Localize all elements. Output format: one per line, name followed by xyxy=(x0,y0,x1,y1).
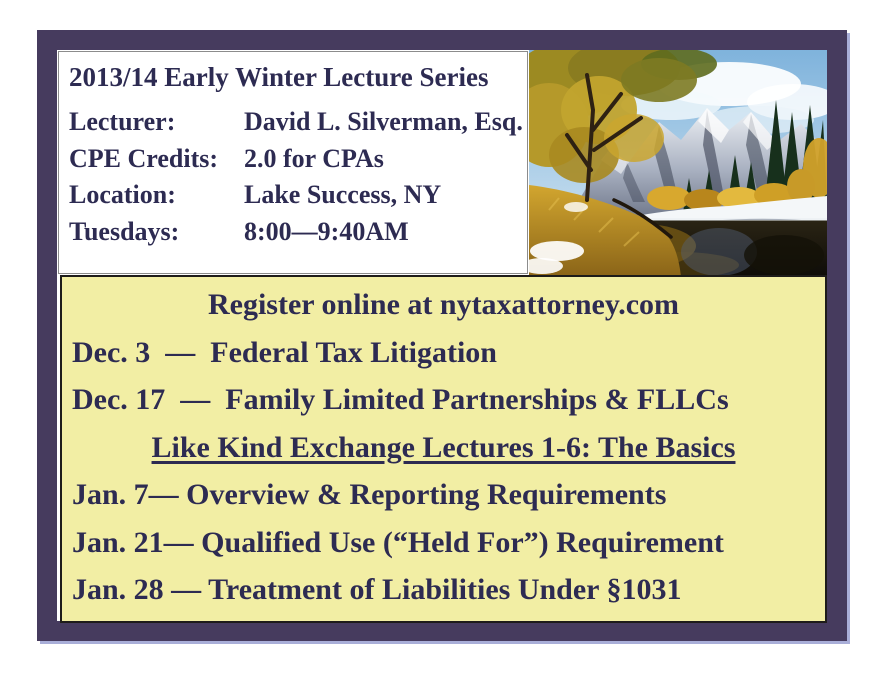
lecturer-label: Lecturer: xyxy=(69,107,176,136)
schedule-item-jan-28: Jan. 28 — Treatment of Liabilities Under §1031 xyxy=(72,573,682,606)
autumn-mountain-photo xyxy=(529,50,827,277)
lecture-series-title: 2013/14 Early Winter Lecture Series xyxy=(69,62,489,92)
cpe-credits-label: CPE Credits: xyxy=(69,143,219,173)
register-online-line: Register online at nytaxattorney.com xyxy=(207,288,680,321)
lecture-info-box xyxy=(58,51,528,274)
time-label: Tuesdays: xyxy=(69,216,180,246)
schedule-item-jan-21: Jan. 21— Qualified Use (“Held For”) Requirement xyxy=(72,525,724,559)
schedule-item-dec-17: Dec. 17 — Family Limited Partnerships & FLLCs xyxy=(72,383,729,416)
info-row-cpe-credits xyxy=(59,141,527,178)
schedule-item-dec-3: Dec. 3 — Federal Tax Litigation xyxy=(72,335,497,369)
like-kind-section-heading: Like Kind Exchange Lectures 1-6: The Basics xyxy=(151,430,736,464)
info-row-lecturer xyxy=(59,104,527,141)
cpe-credits-value: 2.0 for CPAs xyxy=(244,143,384,173)
lecturer-value: David L. Silverman, Esq. xyxy=(244,107,523,136)
lecture-info-rows xyxy=(59,104,527,250)
location-value: Lake Success, NY xyxy=(244,180,442,209)
info-row-time xyxy=(59,214,527,251)
info-row-location xyxy=(59,177,527,214)
schedule-item-jan-7: Jan. 7— Overview & Reporting Requirements xyxy=(72,478,667,511)
flyer-inner xyxy=(57,50,827,621)
location-label: Location: xyxy=(69,180,176,209)
schedule-box xyxy=(60,275,827,623)
time-value: 8:00—9:40AM xyxy=(244,216,409,246)
flyer-frame xyxy=(37,30,847,641)
